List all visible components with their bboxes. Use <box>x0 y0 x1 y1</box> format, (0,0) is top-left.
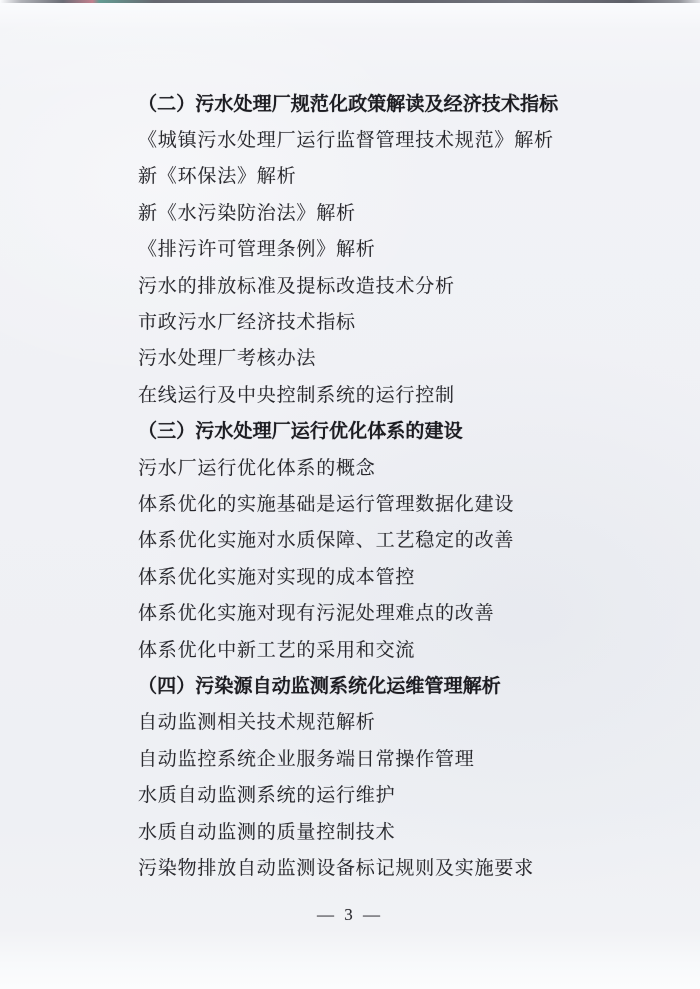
agenda-item: 自动监测相关技术规范解析 <box>138 712 376 734</box>
agenda-item: 体系优化实施对现有污泥处理难点的改善 <box>138 603 495 625</box>
agenda-item: 污水处理厂考核办法 <box>138 348 317 370</box>
page-number: — 3 — <box>317 905 383 924</box>
agenda-item: 《城镇污水处理厂运行监督管理技术规范》解析 <box>138 130 554 152</box>
agenda-item: 污水厂运行优化体系的概念 <box>138 457 376 479</box>
agenda-item: 在线运行及中央控制系统的运行控制 <box>138 384 455 406</box>
agenda-item: 市政污水厂经济技术指标 <box>138 312 356 334</box>
agenda-item: 体系优化实施对水质保障、工艺稳定的改善 <box>138 530 515 552</box>
agenda-item: 水质自动监测系统的运行维护 <box>138 785 396 807</box>
agenda-item: 新《环保法》解析 <box>138 166 297 188</box>
agenda-item: 《排污许可管理条例》解析 <box>138 239 376 261</box>
agenda-item: 污染物排放自动监测设备标记规则及实施要求 <box>138 857 535 879</box>
agenda-item: 水质自动监测的质量控制技术 <box>138 821 396 843</box>
agenda-item: 新《水污染防治法》解析 <box>138 202 356 224</box>
agenda-item: 污水的排放标准及提标改造技术分析 <box>138 275 455 297</box>
agenda-item: 体系优化实施对实现的成本管控 <box>138 566 416 588</box>
agenda-item: 自动监控系统企业服务端日常操作管理 <box>138 748 475 770</box>
section-heading-2: （二）污水处理厂规范化政策解读及经济技术指标 <box>138 93 559 115</box>
page-content <box>138 84 670 885</box>
scanner-edge-artifact <box>0 0 700 3</box>
agenda-item: 体系优化中新工艺的采用和交流 <box>138 639 416 661</box>
section-heading-4: （四）污染源自动监测系统化运维管理解析 <box>138 675 501 697</box>
agenda-item: 体系优化的实施基础是运行管理数据化建设 <box>138 493 515 515</box>
section-heading-3: （三）污水处理厂运行优化体系的建设 <box>138 421 463 443</box>
